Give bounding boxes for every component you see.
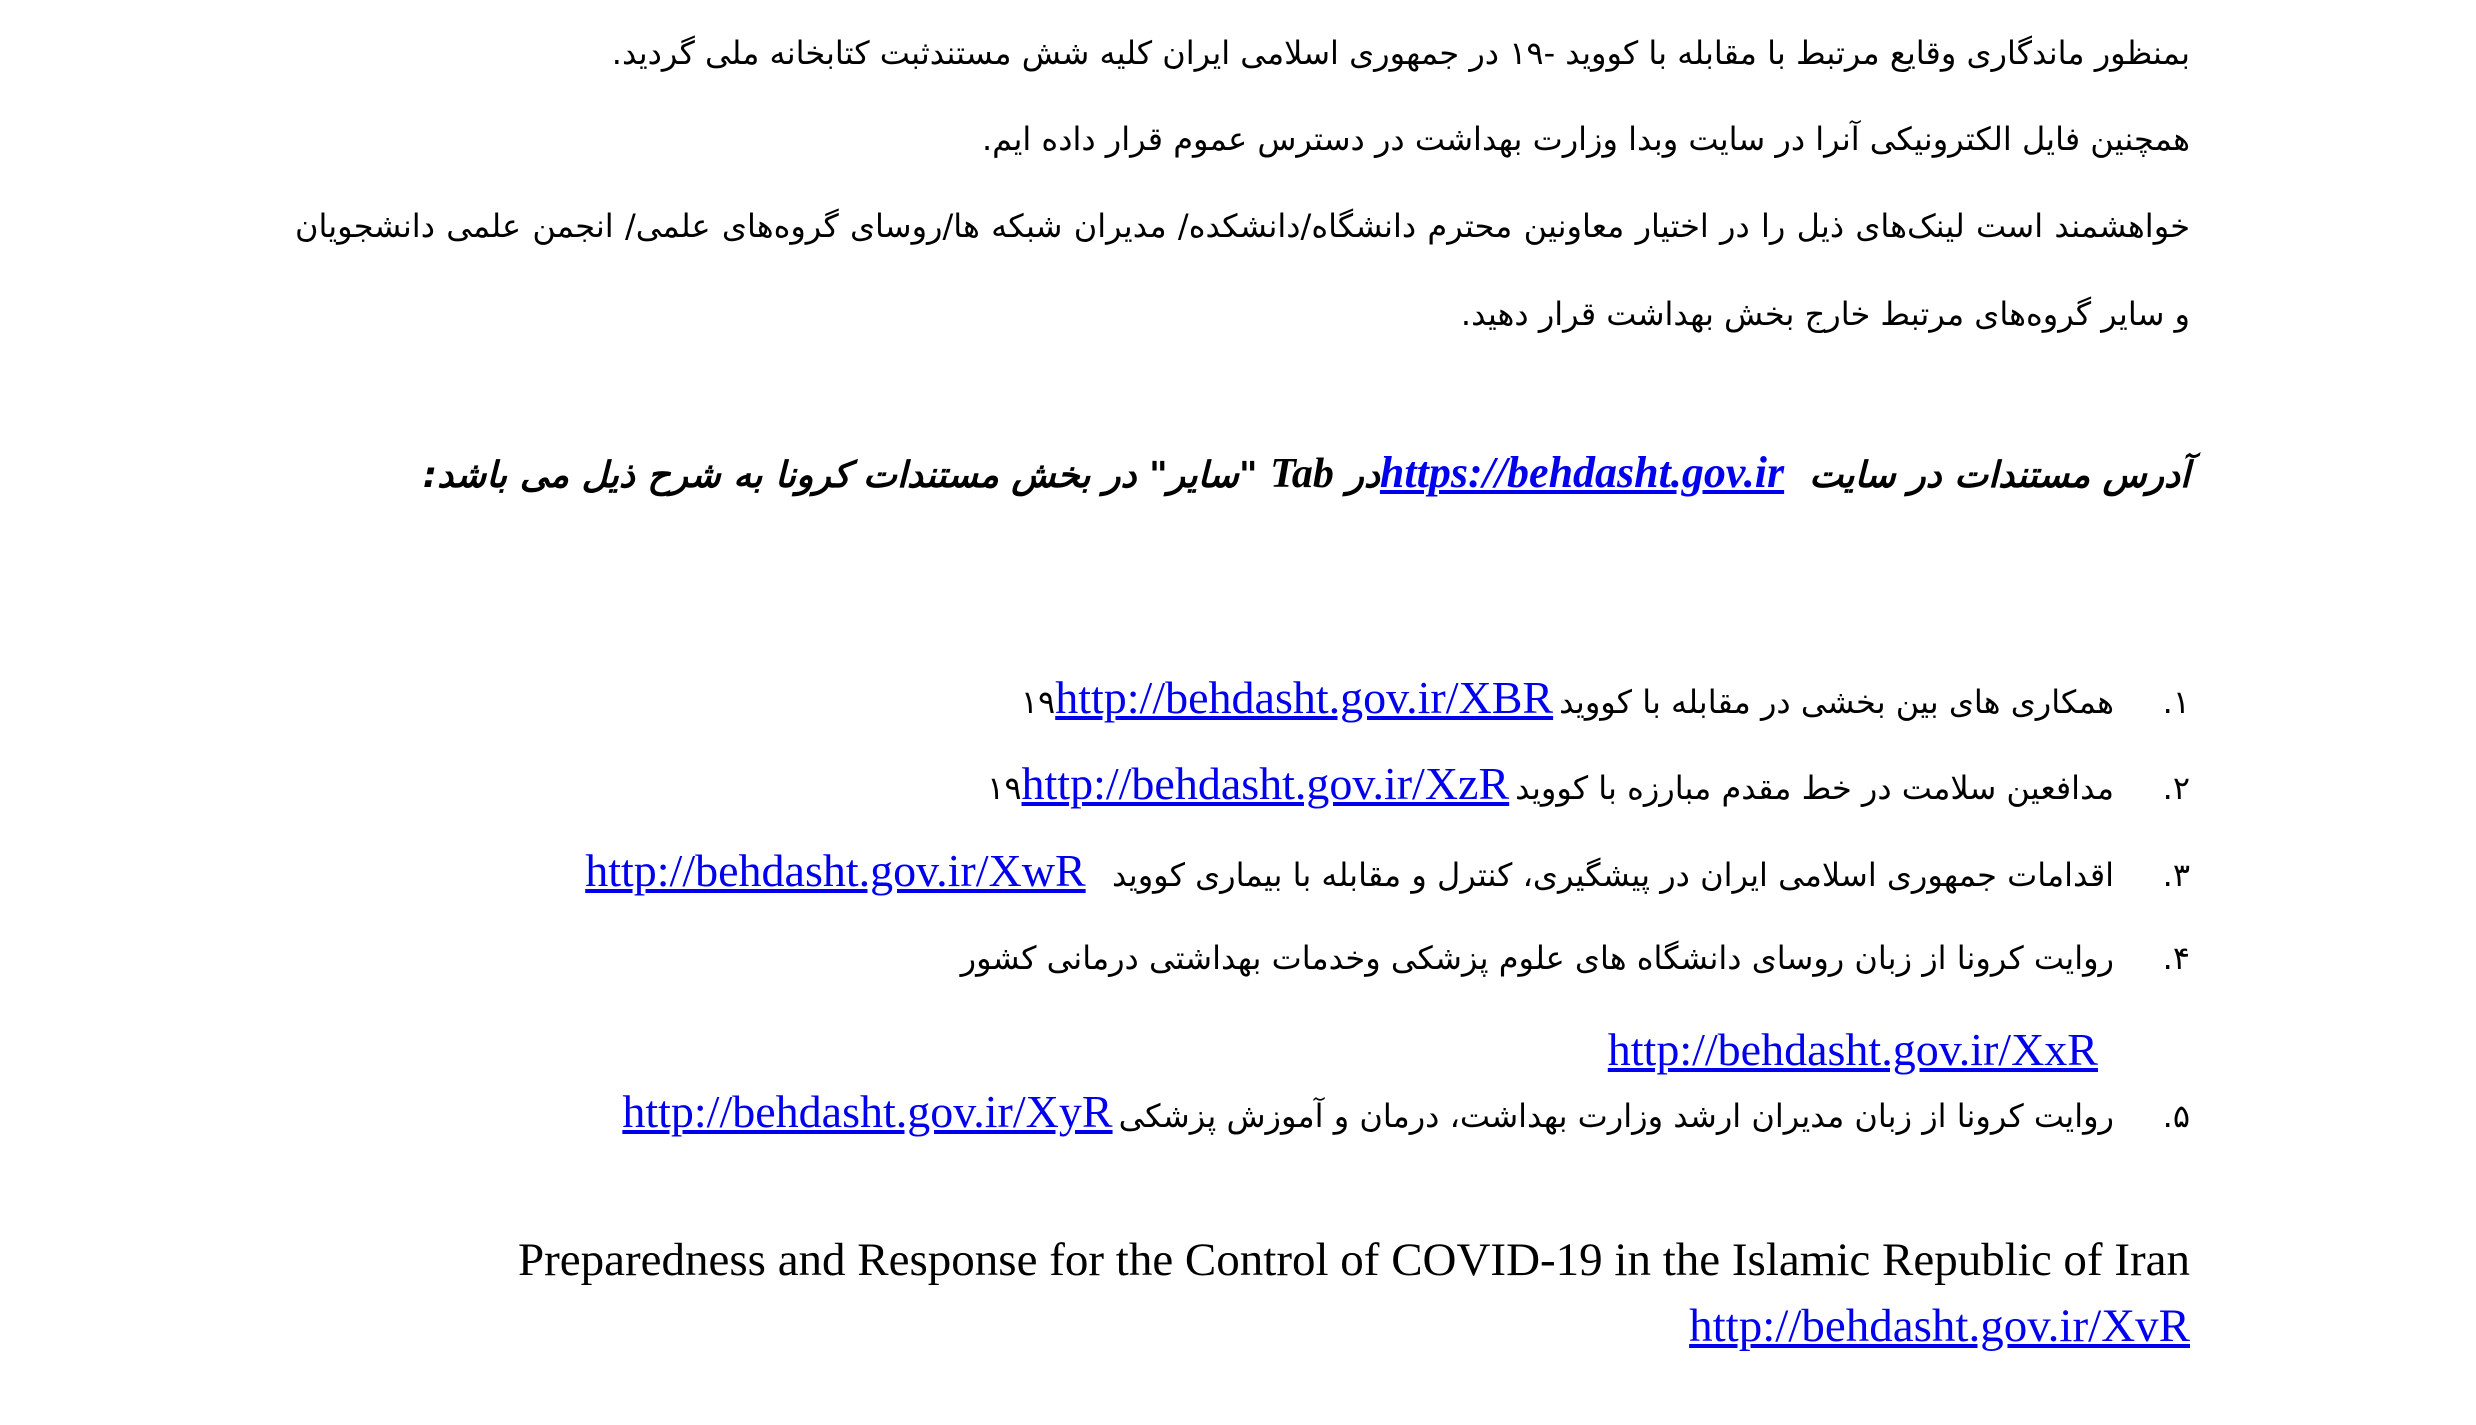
document-link-xbr[interactable]: http://behdasht.gov.ir/XBR [1055, 672, 1554, 723]
list-item-number: ۳. [2162, 856, 2190, 894]
behdasht-site-link[interactable]: https://behdasht.gov.ir [1379, 448, 1785, 497]
heading-text-part2: در [1346, 455, 1380, 496]
documents-address-heading [295, 425, 2190, 524]
list-item-text: مدافعین سلامت در خط مقدم مبارزه با کووید۱۹ [987, 769, 2114, 807]
list-item [987, 758, 2190, 814]
intro-paragraph-request: خواهشمند است لینک‌های ذیل را در اختیار معاونین محترم دانشگاه/دانشکده/ مدیران شبکه ها/روسای گروه‌های علمی/ انجمن علمی دانشجویان و سایر گروه‌های مرتبط خارج بخش بهداشت قرار دهید. [295, 207, 2190, 333]
document-link-xzr[interactable]: http://behdasht.gov.ir/XzR [1021, 758, 1510, 809]
list-item-text: همکاری های بین بخشی در مقابله با کووید۱۹ [1020, 683, 2114, 721]
list-item-number: ۴. [2162, 939, 2190, 977]
heading-text-part3: "سایر" در بخش مستندات کرونا به شرح ذیل می باشد: [422, 455, 1258, 496]
heading-text-part1: آدرس مستندات در سایت [1809, 455, 2190, 496]
list-item [585, 845, 2190, 901]
document-link-xxr[interactable]: http://behdasht.gov.ir/XxR [1607, 1024, 2098, 1075]
list-item-number: ۵. [2162, 1097, 2190, 1135]
list-item [622, 1086, 2190, 1142]
document-link-xvr[interactable]: http://behdasht.gov.ir/XvR [1689, 1300, 2190, 1352]
list-item-number: ۱. [2162, 683, 2190, 721]
list-item-text: اقدامات جمهوری اسلامی ایران در پیشگیری، کنترل و مقابله با بیماری کووید [1112, 856, 2114, 894]
intro-paragraph-electronic-file: همچنین فایل الکترونیکی آنرا در سایت وبدا وزارت بهداشت در دسترس عموم قرار داده ایم. [981, 120, 2190, 158]
intro-paragraph-registration: بمنظور ماندگاری وقایع مرتبط با مقابله با کووید -۱۹ در جمهوری اسلامی ایران کلیه شش مستندثبت کتابخانه ملی گردید. [611, 34, 2190, 72]
list-item-number: ۲. [2162, 769, 2190, 807]
list-item [1021, 672, 2190, 728]
english-document-title: Preparedness and Response for the Control of COVID-19 in the Islamic Republic of Iran [517, 1234, 2190, 1286]
list-item-text: روایت کرونا از زبان روسای دانشگاه های علوم پزشکی وخدمات بهداشتی درمانی کشور [960, 939, 2114, 977]
document-link-xwr[interactable]: http://behdasht.gov.ir/XwR [585, 845, 1086, 896]
list-item-text: روایت کرونا از زبان مدیران ارشد وزارت بهداشت، درمان و آموزش پزشکی [1118, 1097, 2114, 1135]
document-link-xyr[interactable]: http://behdasht.gov.ir/XyR [622, 1086, 1113, 1137]
list-item [961, 932, 2190, 984]
heading-tab-word: Tab [1270, 451, 1334, 497]
